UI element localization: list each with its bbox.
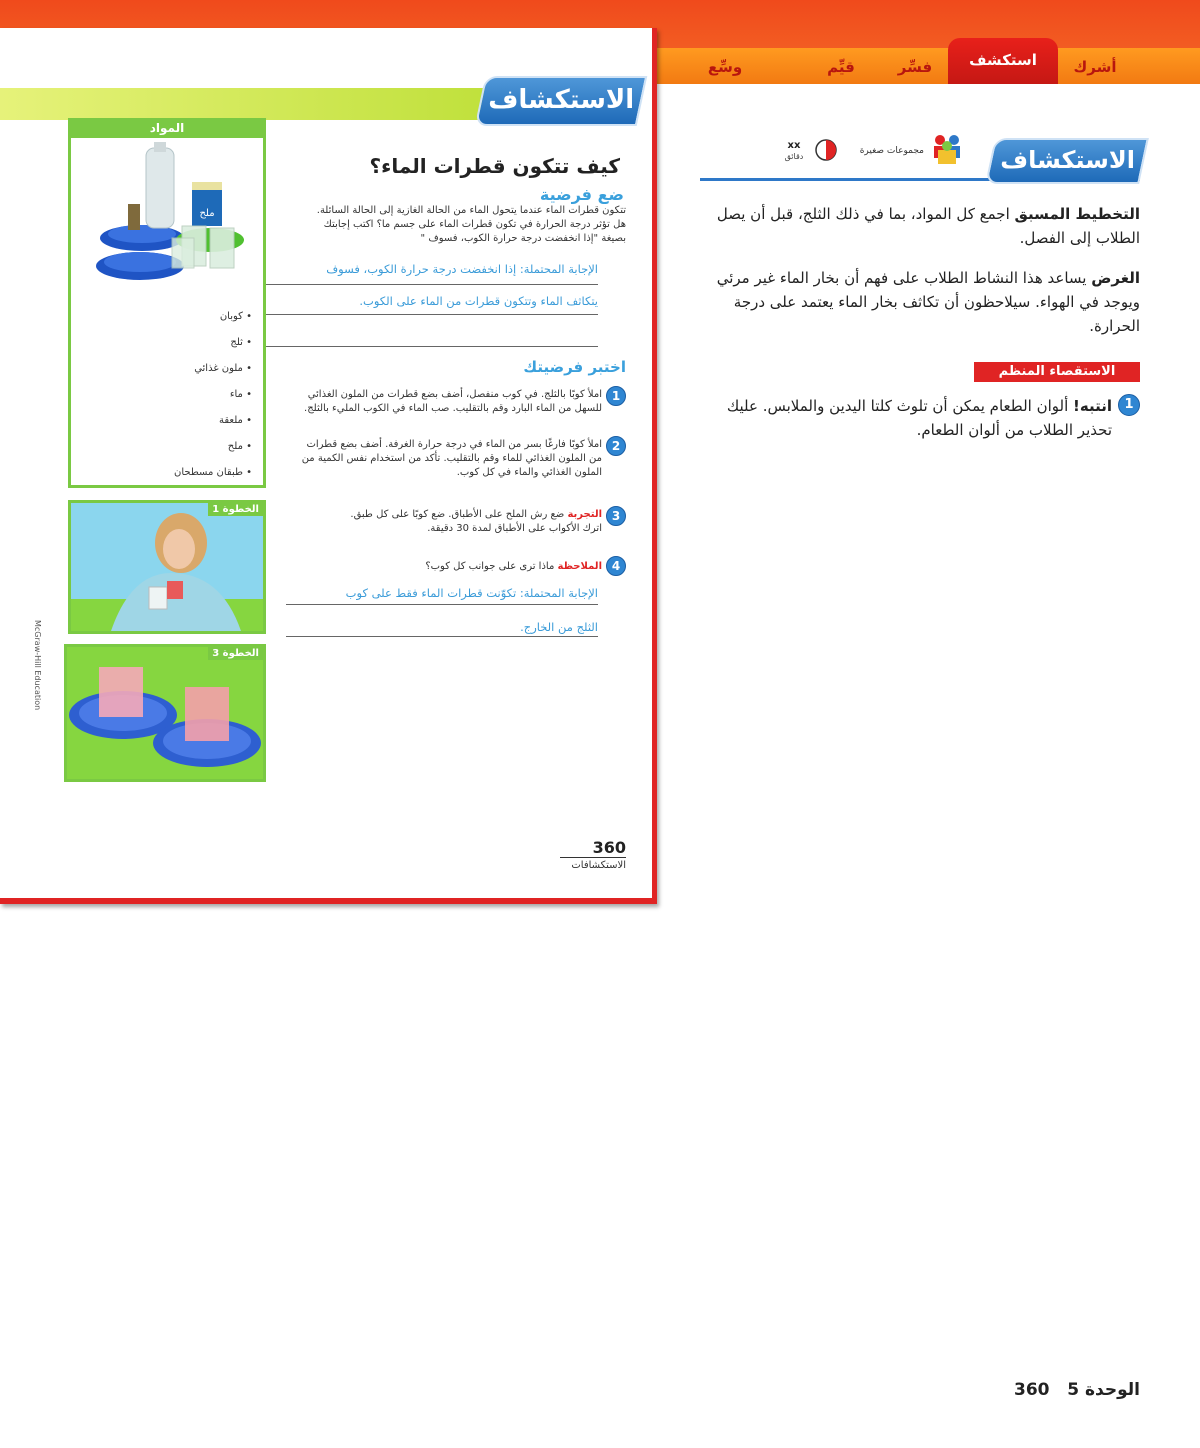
planning-paragraph: التخطيط المسبق اجمع كل المواد، بما في ذلك الثلج، قبل أن يصل الطلاب إلى الفصل.	[716, 205, 1140, 247]
step-number: 3	[606, 506, 626, 526]
hypothesis-heading: ضع فرضية	[539, 185, 624, 204]
girl-photo	[71, 503, 263, 631]
guided-inquiry-label: الاستقصاء المنظم	[974, 362, 1140, 382]
materials-heading: المواد	[68, 118, 266, 138]
cups-photo	[67, 647, 263, 779]
step-number: 4	[606, 556, 626, 576]
step-1-text: املأ كوبًا بالثلج. في كوب منفصل، أضف بضع قطرات من الملون الغذائي للسهل من الماء البارد وقم بالتقليب. صب الماء في الكوب المليء بالثلج.	[304, 389, 602, 414]
copyright-text: McGraw-Hill Education	[33, 620, 42, 711]
student-page-number: 360	[560, 838, 626, 858]
time-value: xx	[787, 140, 801, 151]
list-item: • طبقان مسطحان	[173, 467, 252, 478]
step-4-text: الملاحظة ماذا ترى على جوانب كل كوب؟	[425, 561, 602, 572]
list-item: • ملعقة	[219, 415, 252, 426]
list-item: • ملح	[227, 441, 252, 452]
purpose-paragraph: الغرض يساعد هذا النشاط الطلاب على فهم أن بخار الماء غير مرئي ويوجد في الهواء. سيلاحظون أن تكاثف بخار الماء يعتمد على درجة الحرارة.	[716, 269, 1140, 335]
list-item: • ماء	[229, 389, 252, 400]
tab-explain[interactable]: فسِّر	[897, 58, 933, 76]
step-2-text: املأ كوبًا فارغًا بسر من الماء في درجة حرارة الغرفة. أضف بضع قطرات من الملون الغذائي للماء وقم بالتقليب. تأكد من استخدام نفس الكمية من الملون الغذائي والماء في كل كوب.	[301, 439, 602, 478]
group-label: مجموعات صغيرة	[859, 146, 924, 156]
observation-answer-1: الإجابة المحتملة: تكوّنت قطرات الماء فقط على كوب	[345, 586, 598, 600]
step-3-tag: الخطوة 3	[208, 647, 263, 660]
time-unit: دقائق	[784, 152, 804, 161]
observation-answer-2: الثلج من الخارج.	[520, 620, 598, 634]
caution-number: 1	[1118, 394, 1140, 416]
answer-line	[286, 636, 598, 637]
tab-evaluate[interactable]: قيِّم	[827, 58, 855, 76]
step-3-photo	[64, 644, 266, 782]
answer-line	[262, 314, 598, 315]
page-title: كيف تتكون قطرات الماء؟	[369, 154, 620, 178]
unit-label: الوحدة 5	[1067, 1380, 1140, 1400]
materials-list	[168, 304, 252, 486]
answer-line	[286, 604, 598, 605]
teacher-explore-banner: الاستكشاف	[985, 138, 1149, 184]
green-banner-bar	[0, 88, 500, 120]
hypothesis-answer-2: يتكاثف الماء وتتكون قطرات من الماء على الكوب.	[359, 294, 598, 308]
step-number: 1	[606, 386, 626, 406]
tab-extend[interactable]: وسِّع	[707, 58, 743, 76]
step-1-photo	[68, 500, 266, 634]
answer-line	[262, 346, 598, 347]
materials-photo	[92, 142, 252, 300]
step-1-tag: الخطوة 1	[208, 503, 263, 516]
small-groups-icon	[930, 132, 964, 166]
caution-paragraph: انتبه! ألوان الطعام يمكن أن تلوث كلتا اليدين والملابس. عليك تحذير الطلاب من ألوان الطعام.	[726, 397, 1112, 439]
caution-label: انتبه!	[1073, 397, 1112, 415]
list-item: • ثلج	[230, 337, 252, 348]
answer-line	[262, 284, 598, 285]
salt-label: ملح	[199, 208, 215, 219]
purpose-label: الغرض	[1091, 269, 1140, 287]
list-item: • كوبان	[219, 311, 252, 322]
student-page-footer: الاستكشافات	[571, 860, 626, 871]
hypothesis-answer-1: الإجابة المحتملة: إذا انخفضت درجة حرارة الكوب، فسوف	[326, 262, 598, 276]
timer-icon	[814, 138, 838, 162]
tab-engage[interactable]: أشرك	[1073, 58, 1117, 76]
hypothesis-text: تتكون قطرات الماء عندما يتحول الماء من الحالة الغازية إلى الحالة السائلة. هل تؤثر درجة الحرارة في تكون قطرات الماء على جسم ما؟ اكتب إجابتك بصيغة "إذا انخفضت درجة حرارة الكوب، فسوف "	[316, 205, 626, 244]
student-explore-banner: الاستكشاف	[475, 76, 648, 126]
step-number: 2	[606, 436, 626, 456]
page-footer	[1010, 1380, 1140, 1400]
footer-page-number: 360	[1013, 1380, 1050, 1400]
planning-label: التخطيط المسبق	[1014, 205, 1140, 223]
step-3-text: التجربة ضع رش الملح على الأطباق. ضع كوبًا على كل طبق. اترك الأكواب على الأطباق لمدة 30 دقيقة.	[350, 509, 602, 534]
test-heading: اختبر فرضيتك	[523, 358, 626, 376]
tab-explore[interactable]: استكشف	[948, 38, 1058, 84]
list-item: • ملون غذائي	[194, 363, 252, 374]
